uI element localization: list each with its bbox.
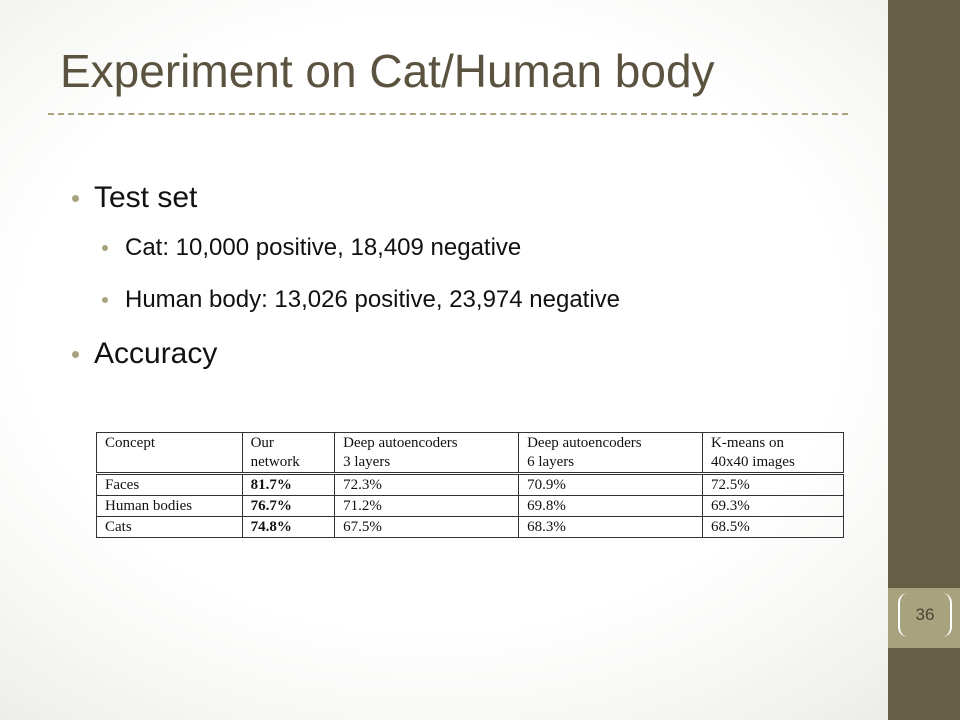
bullet-text: Test set	[94, 181, 198, 214]
bullet-text: Accuracy	[94, 337, 218, 370]
bullet-dot	[102, 297, 108, 303]
table-row	[97, 517, 844, 538]
header-cell: Deep autoencoders 3 layers	[335, 433, 519, 474]
bullet-dot	[72, 195, 79, 202]
table-cell: 74.8%	[242, 517, 335, 538]
table-cell: 71.2%	[335, 496, 519, 517]
header-cell: Concept	[97, 433, 243, 474]
bullet-accuracy	[72, 332, 852, 376]
table-cell: Human bodies	[97, 496, 243, 517]
table-cell: Cats	[97, 517, 243, 538]
table-cell: 69.8%	[519, 496, 703, 517]
table-cell: 68.3%	[519, 517, 703, 538]
bullet-dot	[72, 351, 79, 358]
header-cell: Deep autoencoders 6 layers	[519, 433, 703, 474]
table-cell: 69.3%	[703, 496, 844, 517]
table-header-row	[97, 433, 844, 474]
table-cell: 72.3%	[335, 474, 519, 496]
table-row	[97, 496, 844, 517]
bullet-dot	[102, 245, 108, 251]
table-cell: 72.5%	[703, 474, 844, 496]
table-row	[97, 474, 844, 496]
table-cell: 68.5%	[703, 517, 844, 538]
slide-title: Experiment on Cat/Human body	[60, 45, 715, 97]
sub-bullet-human-body	[102, 280, 852, 320]
table-cell: Faces	[97, 474, 243, 496]
accuracy-table	[96, 432, 844, 538]
bullet-test-set	[72, 176, 852, 220]
bullet-text: Human body: 13,026 positive, 23,974 negative	[125, 286, 621, 313]
title-divider	[48, 113, 848, 115]
table-cell: 81.7%	[242, 474, 335, 496]
page-number: 36	[915, 605, 935, 624]
table-cell: 67.5%	[335, 517, 519, 538]
table-cell: 70.9%	[519, 474, 703, 496]
table-cell: 76.7%	[242, 496, 335, 517]
header-cell: Our network	[242, 433, 335, 474]
bullet-text: Cat: 10,000 positive, 18,409 negative	[125, 234, 522, 261]
sub-bullet-cat	[102, 228, 852, 268]
bullet-list	[72, 176, 852, 384]
header-cell: K-means on 40x40 images	[703, 433, 844, 474]
